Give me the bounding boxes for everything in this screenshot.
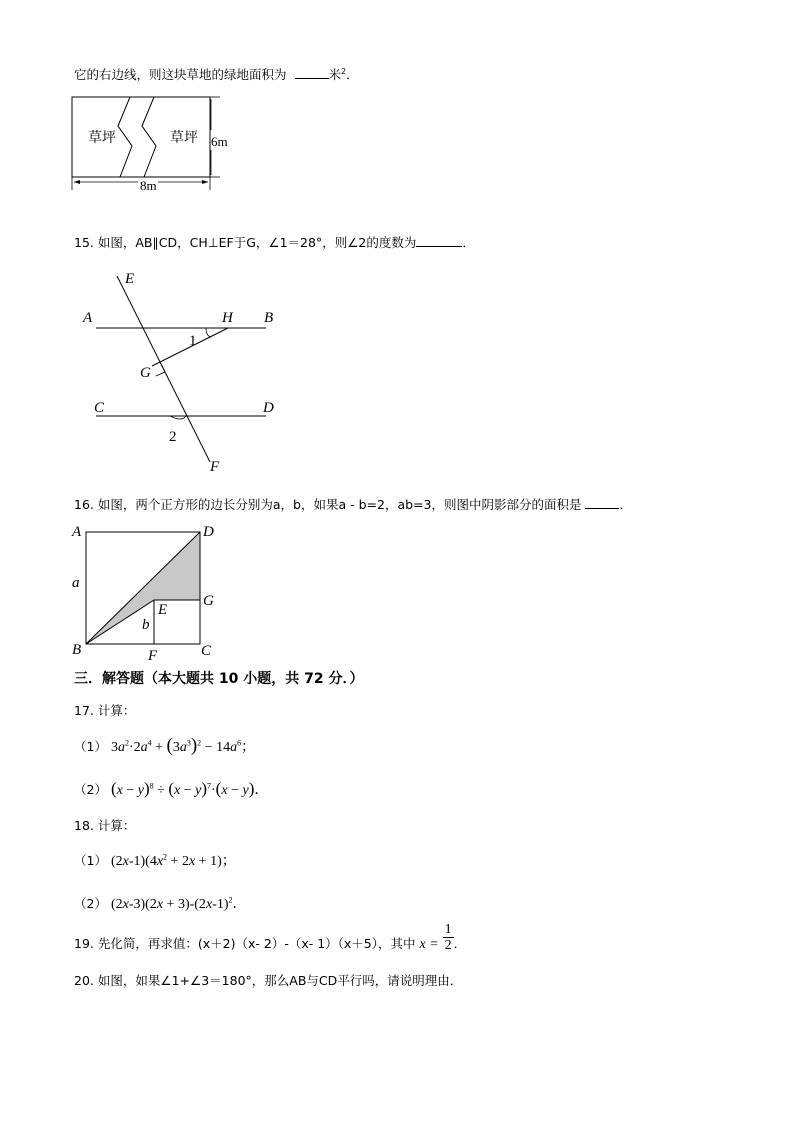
height-label: 6m	[211, 134, 228, 149]
point-E-label: E	[125, 271, 135, 287]
q15-text-line	[74, 234, 475, 251]
q19-text: 先化简，再求值：(x＋2)（x- 2）-（x- 1）（x＋5），其中	[97, 936, 416, 951]
point-C-label: C	[201, 643, 212, 659]
point-G-label: G	[140, 365, 151, 381]
q17-number: 17.	[74, 703, 94, 718]
q20-number: 20.	[74, 973, 94, 988]
q14-unit: 米	[328, 67, 342, 82]
q19-x-equals: x =	[419, 937, 439, 952]
q19-fraction-denominator: 2	[444, 938, 452, 953]
q16-answer-blank[interactable]	[585, 496, 619, 509]
side-a-label: a	[72, 575, 80, 591]
width-label: 8m	[140, 178, 157, 193]
q14-lawn-figure	[68, 94, 238, 194]
q18-part-2	[74, 896, 246, 913]
lawn-right-label: 草坪	[170, 131, 198, 146]
q15-end: ．	[462, 235, 475, 250]
q16-text-line	[74, 496, 632, 513]
q16-squares-figure	[68, 522, 228, 662]
q18-text: 计算：	[97, 818, 136, 833]
angle-2-label: 2	[169, 429, 177, 445]
point-B-label: B	[72, 642, 82, 658]
point-A-label: A	[83, 310, 93, 326]
q18-part-1-expression: $(2x-1)(4x^2 + 2x + 1)$；	[110, 852, 236, 869]
q17-part-1	[74, 735, 256, 756]
path-right-edge	[142, 97, 156, 177]
q19-end: ．	[453, 936, 467, 951]
q18-part-1	[74, 853, 236, 870]
q17-text: 计算：	[97, 703, 136, 718]
angle-1-label: 1	[189, 333, 197, 349]
q17-part-1-expression: $3a^2\cdot 2a^4 + (3a^3)^2 - 14a^6$；	[110, 735, 256, 756]
point-F-label: F	[148, 648, 158, 662]
side-b-label: b	[142, 617, 150, 633]
q14-text-line	[74, 66, 359, 83]
q16-number: 16.	[74, 497, 94, 512]
q17-part-2-label: （2）	[74, 782, 107, 797]
q19-fraction	[443, 922, 454, 953]
q17-part-2-expression: $(x - y)^8 \div (x - y)^7\cdot(x - y)$．	[110, 779, 269, 798]
q19-text-line	[74, 922, 467, 953]
q17-part-2	[74, 781, 268, 799]
q19-fraction-numerator: 1	[444, 922, 452, 937]
q16-end: ．	[619, 497, 632, 512]
point-A-label: A	[72, 524, 82, 540]
point-D-label: D	[203, 524, 214, 540]
q18-part-2-label: （2）	[74, 896, 107, 911]
q15-number: 15.	[74, 235, 94, 250]
q17-text-line	[74, 703, 135, 719]
q18-number: 18.	[74, 818, 94, 833]
point-D-label: D	[263, 400, 274, 416]
q17-part-1-label: （1）	[74, 739, 107, 754]
point-F-label: F	[210, 459, 220, 475]
q15-text: 如图，AB∥CD，CH⊥EF于G，∠1＝28°，则∠2的度数为	[97, 235, 417, 250]
q19-number: 19.	[74, 936, 94, 951]
lawn-left-label: 草坪	[88, 131, 116, 146]
q14-tail: 它的右边线，则这块草地的绿地面积为	[74, 67, 287, 82]
point-B-label: B	[264, 310, 274, 326]
q18-text-line	[74, 818, 135, 834]
point-C-label: C	[94, 400, 105, 416]
q20-text: 如图，如果∠1+∠3＝180°，那么AB与CD平行吗，请说明理由．	[97, 973, 463, 988]
q15-answer-blank[interactable]	[416, 234, 462, 247]
q14-answer-blank[interactable]	[295, 66, 329, 79]
q16-text: 如图，两个正方形的边长分别为a，b，如果a - b=2，ab=3，则图中阴影部分的面积是	[97, 497, 582, 512]
q15-parallel-lines-figure	[80, 266, 300, 476]
point-G-label: G	[203, 593, 214, 609]
point-H-label: H	[222, 310, 233, 326]
angle-1-arc	[206, 328, 211, 337]
section-3-title: 三．解答题（本大题共 10 小题，共 72 分．）	[74, 671, 364, 687]
q14-end: ．	[346, 67, 359, 82]
q14-unit-exponent: 2	[341, 66, 347, 76]
q20-text-line	[74, 973, 462, 989]
q18-part-2-expression: $(2x-3)(2x + 3)-(2x-1)^2$．	[110, 895, 247, 912]
path-left-edge	[118, 97, 132, 177]
point-E-label: E	[158, 602, 168, 618]
q18-part-1-label: （1）	[74, 853, 107, 868]
